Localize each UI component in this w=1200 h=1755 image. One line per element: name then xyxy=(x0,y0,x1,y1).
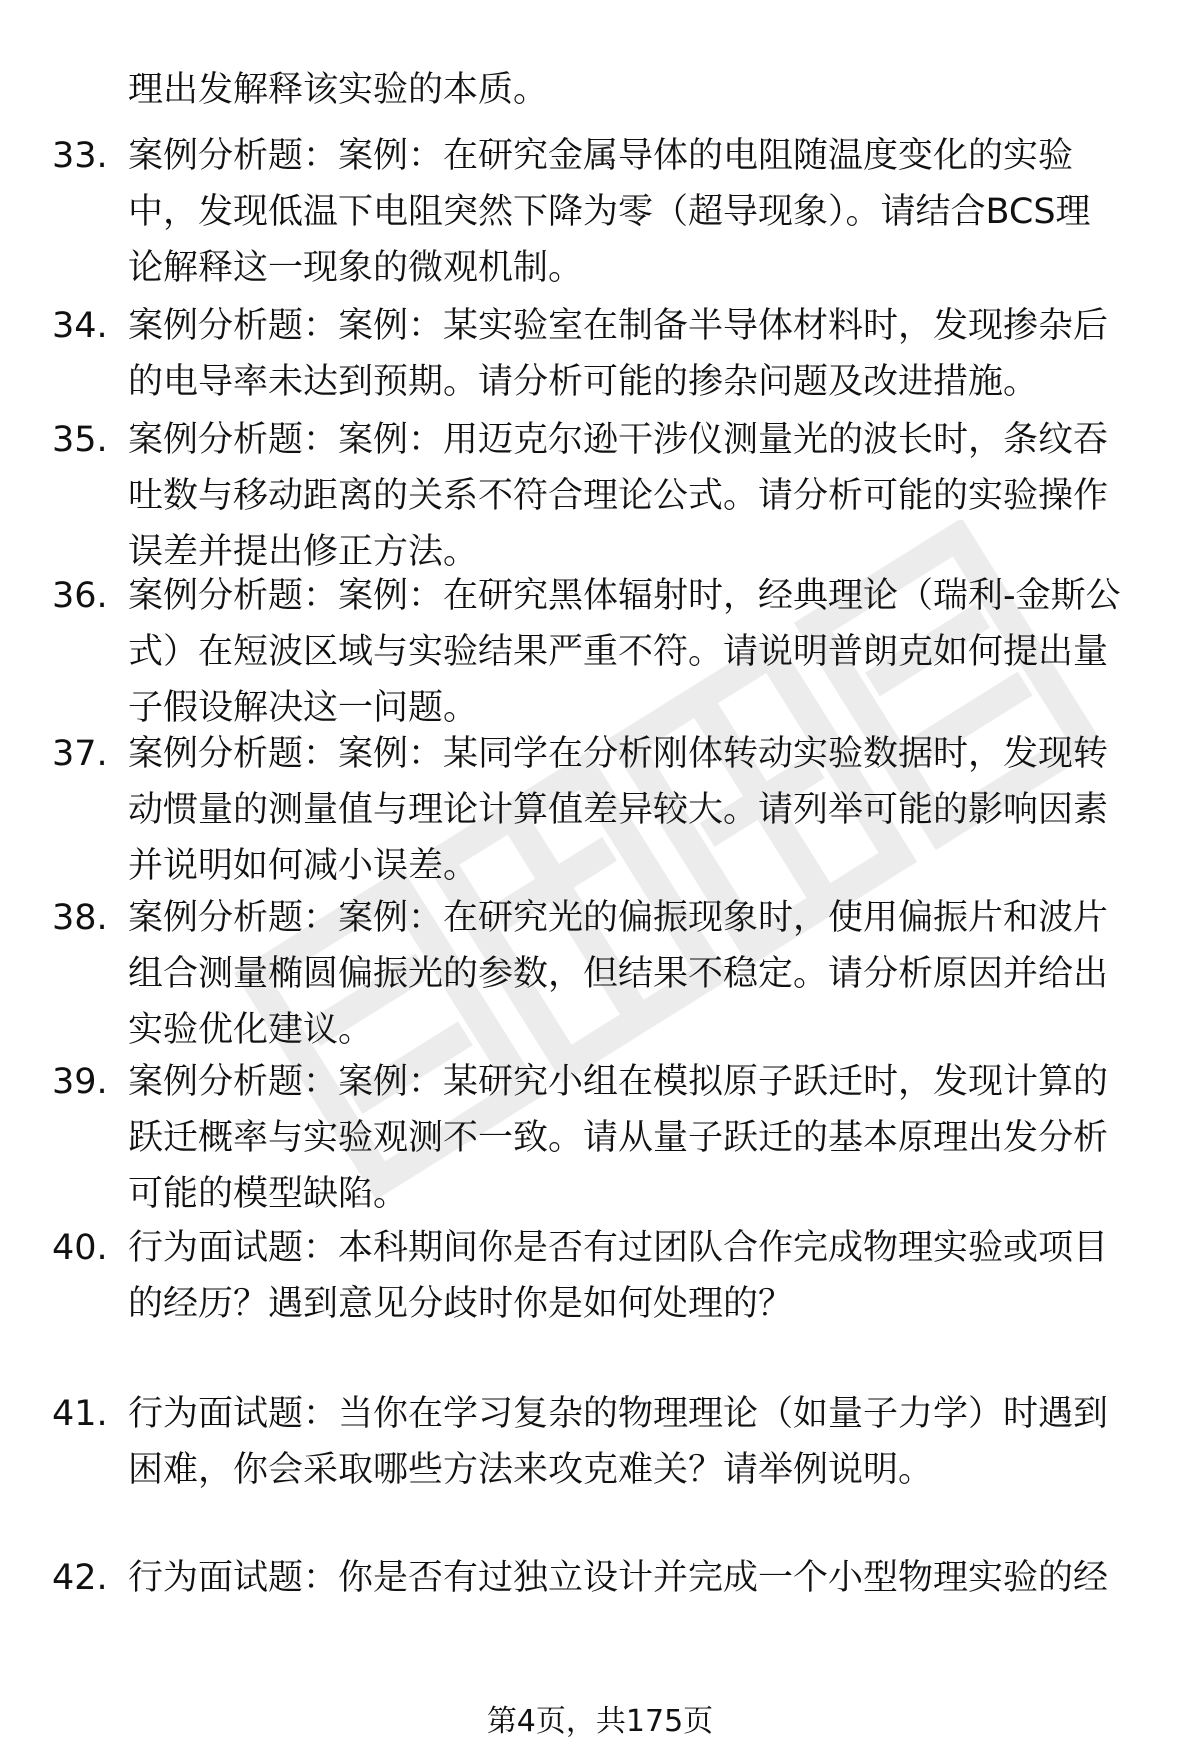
question-line: 并说明如何减小误差。 xyxy=(128,846,479,886)
continuation-text: 理出发解释该实验的本质。 xyxy=(128,70,549,110)
question-line: 可能的模型缺陷。 xyxy=(128,1174,409,1214)
question-line: 误差并提出修正方法。 xyxy=(128,532,479,572)
question-line: 实验优化建议。 xyxy=(128,1010,374,1050)
question-text xyxy=(128,1386,1168,1498)
question-line: 论解释这一现象的微观机制。 xyxy=(128,248,584,288)
question-text xyxy=(128,412,1168,580)
question-line: 式）在短波区域与实验结果严重不符。请说明普朗克如何提出量 xyxy=(128,632,1109,672)
question-line: 组合测量椭圆偏振光的参数，但结果不稳定。请分析原因并给出 xyxy=(128,954,1109,994)
question-number: 36. xyxy=(52,576,108,616)
question-line: 吐数与移动距离的关系不符合理论公式。请分析可能的实验操作 xyxy=(128,476,1109,516)
question-line: 的经历？遇到意见分歧时你是如何处理的？ xyxy=(128,1284,794,1324)
question-text xyxy=(128,1054,1168,1222)
question-line: 跃迁概率与实验观测不一致。请从量子跃迁的基本原理出发分析 xyxy=(128,1118,1109,1158)
question-text xyxy=(128,726,1168,894)
question-line: 案例分析题：案例：在研究金属导体的电阻随温度变化的实验 xyxy=(128,136,1074,176)
question-line: 案例分析题：案例：某研究小组在模拟原子跃迁时，发现计算的 xyxy=(128,1062,1109,1102)
question-line: 案例分析题：案例：用迈克尔逊干涉仪测量光的波长时，条纹吞 xyxy=(128,420,1109,460)
question-number: 37. xyxy=(52,734,108,774)
question-number: 39. xyxy=(52,1062,108,1102)
question-number: 38. xyxy=(52,898,108,938)
question-line: 行为面试题：当你在学习复杂的物理理论（如量子力学）时遇到 xyxy=(128,1394,1109,1434)
question-text xyxy=(128,298,1168,410)
question-line: 中，发现低温下电阻突然下降为零（超导现象）。请结合BCS理 xyxy=(128,192,1091,232)
question-number: 34. xyxy=(52,306,108,346)
question-line: 案例分析题：案例：某实验室在制备半导体材料时，发现掺杂后 xyxy=(128,306,1109,346)
question-number: 40. xyxy=(52,1228,108,1268)
question-number: 35. xyxy=(52,420,108,460)
question-text xyxy=(128,568,1168,736)
question-line: 子假设解决这一问题。 xyxy=(128,688,479,728)
question-text xyxy=(128,890,1168,1058)
question-line: 行为面试题：本科期间你是否有过团队合作完成物理实验或项目 xyxy=(128,1228,1109,1268)
question-line: 案例分析题：案例：某同学在分析刚体转动实验数据时，发现转 xyxy=(128,734,1109,774)
page-footer: 第4页，共175页 xyxy=(486,1704,714,1739)
question-line: 行为面试题：你是否有过独立设计并完成一个小型物理实验的经 xyxy=(128,1558,1109,1598)
question-text xyxy=(128,1550,1168,1606)
question-line: 困难，你会采取哪些方法来攻克难关？请举例说明。 xyxy=(128,1450,934,1490)
question-text xyxy=(128,128,1168,296)
question-text xyxy=(128,1220,1168,1332)
question-number: 33. xyxy=(52,136,108,176)
question-number: 41. xyxy=(52,1394,108,1434)
question-line: 动惯量的测量值与理论计算值差异较大。请列举可能的影响因素 xyxy=(128,790,1109,830)
question-line: 案例分析题：案例：在研究光的偏振现象时，使用偏振片和波片 xyxy=(128,898,1109,938)
question-line: 的电导率未达到预期。请分析可能的掺杂问题及改进措施。 xyxy=(128,362,1039,402)
question-line: 案例分析题：案例：在研究黑体辐射时，经典理论（瑞利-金斯公 xyxy=(128,576,1121,616)
question-number: 42. xyxy=(52,1558,108,1598)
